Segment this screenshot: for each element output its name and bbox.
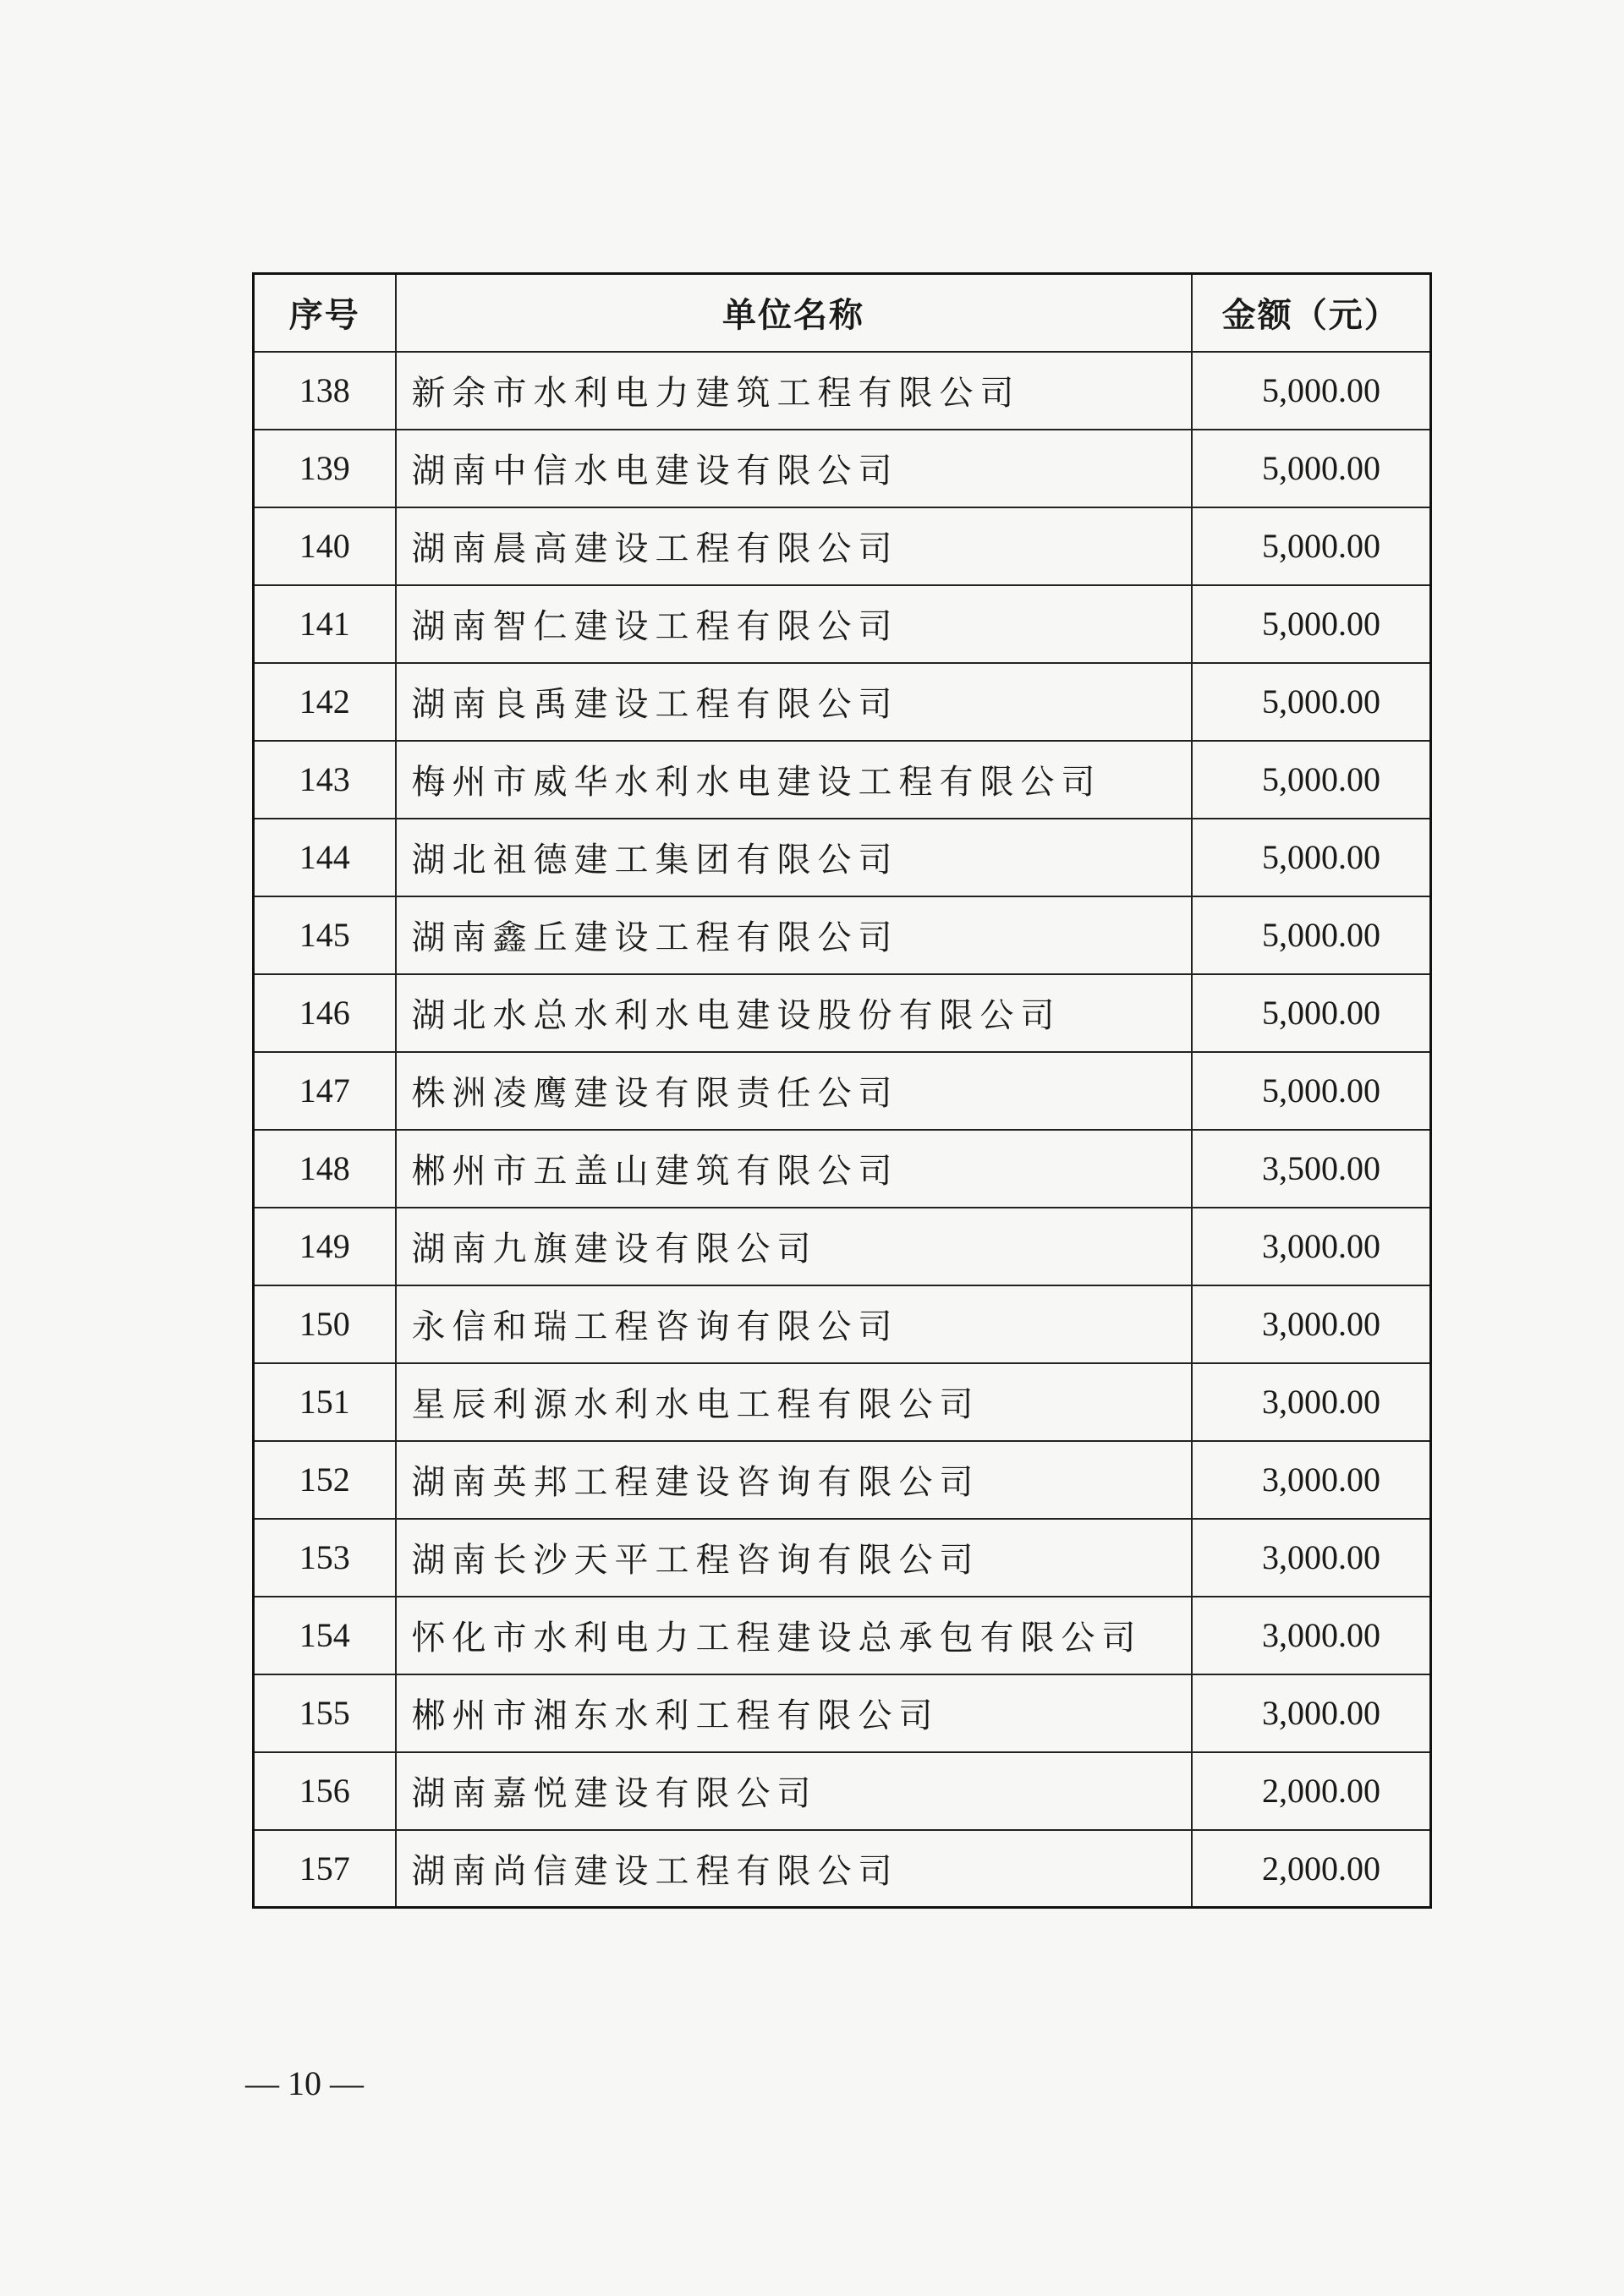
row-company-name: 湖北水总水利水电建设股份有限公司 bbox=[396, 974, 1192, 1052]
row-amount: 5,000.00 bbox=[1192, 819, 1431, 896]
row-amount: 5,000.00 bbox=[1192, 430, 1431, 507]
page-number: — 10 — bbox=[245, 2064, 364, 2102]
row-company-name: 湖南晨高建设工程有限公司 bbox=[396, 507, 1192, 585]
table-row bbox=[254, 1208, 1431, 1285]
table-row bbox=[254, 1519, 1431, 1597]
row-seq: 145 bbox=[254, 896, 396, 974]
table-row bbox=[254, 1597, 1431, 1674]
row-seq: 152 bbox=[254, 1441, 396, 1519]
row-company-name: 永信和瑞工程咨询有限公司 bbox=[396, 1285, 1192, 1363]
row-seq: 149 bbox=[254, 1208, 396, 1285]
table-body bbox=[254, 352, 1431, 1908]
table-row bbox=[254, 1130, 1431, 1208]
row-amount: 5,000.00 bbox=[1192, 663, 1431, 741]
row-amount: 5,000.00 bbox=[1192, 1052, 1431, 1130]
row-seq: 143 bbox=[254, 741, 396, 819]
table-row bbox=[254, 1441, 1431, 1519]
row-amount: 3,000.00 bbox=[1192, 1441, 1431, 1519]
table-row bbox=[254, 1674, 1431, 1752]
row-amount: 2,000.00 bbox=[1192, 1830, 1431, 1908]
row-seq: 156 bbox=[254, 1752, 396, 1830]
table-row bbox=[254, 1052, 1431, 1130]
row-seq: 151 bbox=[254, 1363, 396, 1441]
table-row bbox=[254, 974, 1431, 1052]
row-company-name: 湖南九旗建设有限公司 bbox=[396, 1208, 1192, 1285]
table-row bbox=[254, 507, 1431, 585]
row-company-name: 湖南嘉悦建设有限公司 bbox=[396, 1752, 1192, 1830]
row-company-name: 湖南尚信建设工程有限公司 bbox=[396, 1830, 1192, 1908]
row-amount: 3,500.00 bbox=[1192, 1130, 1431, 1208]
row-company-name: 星辰利源水利水电工程有限公司 bbox=[396, 1363, 1192, 1441]
row-seq: 147 bbox=[254, 1052, 396, 1130]
row-company-name: 郴州市湘东水利工程有限公司 bbox=[396, 1674, 1192, 1752]
row-company-name: 湖南良禹建设工程有限公司 bbox=[396, 663, 1192, 741]
row-seq: 153 bbox=[254, 1519, 396, 1597]
table-row bbox=[254, 585, 1431, 663]
row-amount: 3,000.00 bbox=[1192, 1363, 1431, 1441]
table-row bbox=[254, 1752, 1431, 1830]
row-company-name: 新余市水利电力建筑工程有限公司 bbox=[396, 352, 1192, 430]
table-row bbox=[254, 741, 1431, 819]
row-amount: 3,000.00 bbox=[1192, 1208, 1431, 1285]
row-amount: 5,000.00 bbox=[1192, 507, 1431, 585]
row-company-name: 湖北祖德建工集团有限公司 bbox=[396, 819, 1192, 896]
row-company-name: 株洲凌鹰建设有限责任公司 bbox=[396, 1052, 1192, 1130]
row-amount: 5,000.00 bbox=[1192, 352, 1431, 430]
row-amount: 3,000.00 bbox=[1192, 1285, 1431, 1363]
table-row bbox=[254, 1830, 1431, 1908]
header-amount: 金额（元） bbox=[1192, 274, 1431, 352]
row-company-name: 湖南英邦工程建设咨询有限公司 bbox=[396, 1441, 1192, 1519]
table-row bbox=[254, 1285, 1431, 1363]
table-row bbox=[254, 430, 1431, 507]
row-amount: 5,000.00 bbox=[1192, 585, 1431, 663]
table-row bbox=[254, 663, 1431, 741]
table-row bbox=[254, 819, 1431, 896]
table-row bbox=[254, 352, 1431, 430]
row-seq: 150 bbox=[254, 1285, 396, 1363]
row-amount: 3,000.00 bbox=[1192, 1674, 1431, 1752]
row-amount: 5,000.00 bbox=[1192, 974, 1431, 1052]
table-row bbox=[254, 1363, 1431, 1441]
row-amount: 3,000.00 bbox=[1192, 1519, 1431, 1597]
row-seq: 141 bbox=[254, 585, 396, 663]
header-name: 单位名称 bbox=[396, 274, 1192, 352]
row-seq: 154 bbox=[254, 1597, 396, 1674]
row-seq: 157 bbox=[254, 1830, 396, 1908]
table-row bbox=[254, 896, 1431, 974]
row-seq: 139 bbox=[254, 430, 396, 507]
row-amount: 3,000.00 bbox=[1192, 1597, 1431, 1674]
row-amount: 5,000.00 bbox=[1192, 896, 1431, 974]
row-company-name: 梅州市威华水利水电建设工程有限公司 bbox=[396, 741, 1192, 819]
row-seq: 155 bbox=[254, 1674, 396, 1752]
row-seq: 146 bbox=[254, 974, 396, 1052]
row-seq: 142 bbox=[254, 663, 396, 741]
row-amount: 2,000.00 bbox=[1192, 1752, 1431, 1830]
row-seq: 138 bbox=[254, 352, 396, 430]
donation-table bbox=[252, 272, 1432, 1909]
row-company-name: 湖南智仁建设工程有限公司 bbox=[396, 585, 1192, 663]
row-company-name: 湖南中信水电建设有限公司 bbox=[396, 430, 1192, 507]
table-header bbox=[254, 274, 1431, 352]
row-seq: 140 bbox=[254, 507, 396, 585]
row-company-name: 湖南长沙天平工程咨询有限公司 bbox=[396, 1519, 1192, 1597]
row-company-name: 湖南鑫丘建设工程有限公司 bbox=[396, 896, 1192, 974]
row-company-name: 郴州市五盖山建筑有限公司 bbox=[396, 1130, 1192, 1208]
header-row bbox=[254, 274, 1431, 352]
row-seq: 148 bbox=[254, 1130, 396, 1208]
header-seq: 序号 bbox=[254, 274, 396, 352]
row-company-name: 怀化市水利电力工程建设总承包有限公司 bbox=[396, 1597, 1192, 1674]
row-amount: 5,000.00 bbox=[1192, 741, 1431, 819]
row-seq: 144 bbox=[254, 819, 396, 896]
